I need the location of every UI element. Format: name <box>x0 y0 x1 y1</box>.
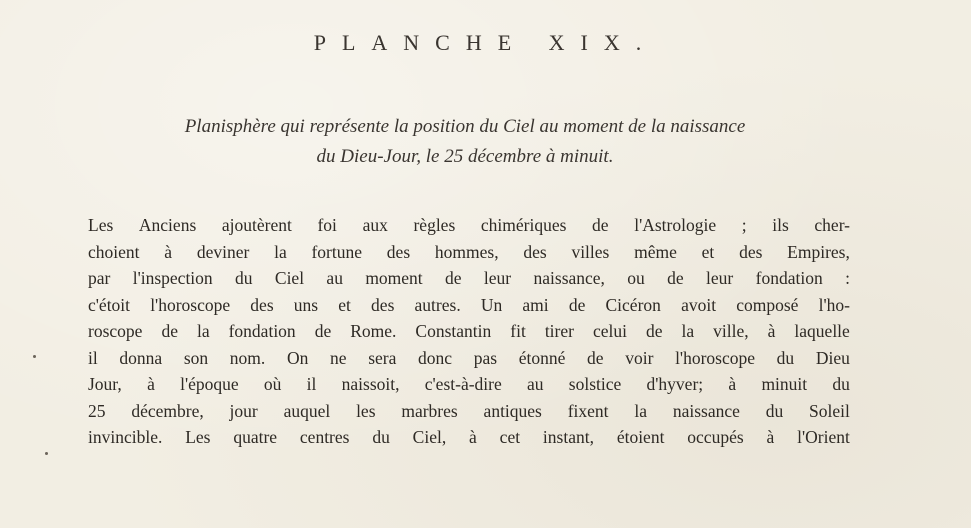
body-word: la <box>274 241 287 262</box>
body-word: l'Astrologie <box>634 215 717 235</box>
body-word: au <box>527 374 544 394</box>
body-word: villes <box>571 241 610 262</box>
body-word: tirer <box>544 321 574 341</box>
body-word: des <box>371 294 395 315</box>
body-word: moment <box>365 268 423 288</box>
body-word: de <box>445 268 462 288</box>
body-word: minuit <box>761 374 808 394</box>
body-word: de <box>568 294 586 315</box>
body-word: Dieu <box>815 347 850 368</box>
body-word: à <box>728 374 737 394</box>
body-word: étonné <box>518 347 566 368</box>
body-word: fondation <box>755 268 823 288</box>
body-word: occupés <box>687 427 744 447</box>
body-line <box>88 345 850 372</box>
body-word: Les <box>185 427 211 447</box>
body-word: où <box>263 374 282 394</box>
body-word: fondation <box>228 321 296 341</box>
body-word: Empires, <box>787 241 850 262</box>
body-word: l'époque <box>180 374 239 394</box>
body-word: ou <box>627 268 645 288</box>
margin-mark <box>45 452 48 455</box>
body-word: au <box>326 268 343 288</box>
body-word: même <box>634 241 677 262</box>
body-word: des <box>739 241 763 262</box>
body-word: d'hyver; <box>646 374 704 394</box>
body-word: il <box>306 374 317 394</box>
subtitle-line-2: du Dieu-Jour, le 25 décembre à minuit. <box>316 146 614 167</box>
body-word: donc <box>418 347 453 368</box>
body-word: Jour, <box>88 374 122 394</box>
body-word: Soleil <box>809 400 850 421</box>
body-word: Ciel, <box>412 427 447 447</box>
body-line <box>88 424 850 451</box>
body-word: son <box>183 347 209 368</box>
body-word: ; <box>741 215 747 235</box>
body-word: à <box>147 374 155 394</box>
body-word: l'inspection <box>132 268 213 288</box>
body-word: foi <box>317 215 337 235</box>
body-line <box>88 239 850 266</box>
body-word: du <box>235 268 253 288</box>
body-word: naissoit, <box>341 374 400 394</box>
body-word: de <box>667 268 684 288</box>
body-word: ville, <box>713 321 749 341</box>
body-word: fixent <box>567 400 609 421</box>
body-word: à <box>767 321 776 341</box>
body-line <box>88 371 850 398</box>
body-word: Les <box>88 215 114 235</box>
body-word: ils <box>772 215 789 235</box>
body-word: avoit <box>681 294 717 315</box>
body-word: nom. <box>229 347 266 368</box>
body-line <box>88 292 850 319</box>
body-word: marbres <box>401 400 458 421</box>
plate-heading: PLANCHE XIX. <box>313 30 658 55</box>
body-word: donna <box>119 347 163 368</box>
body-word: c'est-à-dire <box>424 374 502 394</box>
body-word: c'étoit <box>88 294 131 315</box>
body-word: et <box>338 294 351 315</box>
body-word: du <box>776 347 795 368</box>
body-word: 25 <box>88 400 106 421</box>
body-word: du <box>832 374 850 394</box>
body-word: de <box>645 321 663 341</box>
body-word: celui <box>592 321 627 341</box>
body-word: ajoutèrent <box>221 215 292 235</box>
body-word: hommes, <box>434 241 499 262</box>
body-word: de <box>592 215 609 235</box>
body-word: des <box>250 294 274 315</box>
body-word: à <box>164 241 173 262</box>
body-word: par <box>88 268 111 288</box>
body-word: auquel <box>283 400 331 421</box>
body-word: la <box>681 321 695 341</box>
body-word: naissance, <box>533 268 605 288</box>
body-line <box>88 398 850 425</box>
body-word: centres <box>299 427 350 447</box>
body-word: chimériques <box>480 215 567 235</box>
body-word: leur <box>706 268 734 288</box>
body-word: invincible. <box>88 427 163 447</box>
body-word: du <box>372 427 390 447</box>
body-word: de <box>314 321 332 341</box>
body-word: des <box>386 241 411 262</box>
body-word: autres. <box>414 294 461 315</box>
body-word: l'Orient <box>797 427 850 447</box>
body-word: composé <box>736 294 799 315</box>
body-word: cher- <box>814 215 850 235</box>
body-word: antiques <box>483 400 542 421</box>
body-word: la <box>196 321 210 341</box>
body-word: du <box>765 400 784 421</box>
body-word: jour <box>229 400 258 421</box>
margin-mark <box>33 355 36 358</box>
body-word: Cicéron <box>605 294 661 315</box>
body-word: Ciel <box>274 268 305 288</box>
body-word: ami <box>522 294 549 315</box>
body-word: naissance <box>672 400 740 421</box>
body-word: étoient <box>616 427 665 447</box>
body-word: l'ho- <box>818 294 850 315</box>
body-word: On <box>286 347 309 368</box>
body-word: uns <box>293 294 319 315</box>
body-word: règles <box>413 215 456 235</box>
body-word: Anciens <box>138 215 197 235</box>
subtitle-line-1: Planisphère qui représente la position du Ciel au moment de la naissance <box>184 116 746 137</box>
body-word: Un <box>480 294 503 315</box>
body-word: et <box>701 241 715 262</box>
body-word: instant, <box>542 427 594 447</box>
body-paragraph <box>88 212 850 451</box>
body-word: des <box>523 241 547 262</box>
body-word: deviner <box>196 241 250 262</box>
body-word: à <box>766 427 775 447</box>
body-word: l'horoscope <box>675 347 756 368</box>
body-word: aux <box>362 215 388 235</box>
plate-subtitle <box>40 112 890 172</box>
body-word: Constantin <box>415 321 492 341</box>
body-word: décembre, <box>131 400 204 421</box>
body-line <box>88 212 850 239</box>
body-word: l'horoscope <box>150 294 231 315</box>
body-word: de <box>161 321 178 341</box>
body-word: pas <box>473 347 498 368</box>
body-word: ne <box>330 347 347 368</box>
body-word: choient <box>88 241 140 262</box>
body-word: leur <box>483 268 512 288</box>
body-word: sera <box>368 347 397 368</box>
body-word: à <box>469 427 477 447</box>
body-word: solstice <box>568 374 622 394</box>
body-word: de <box>587 347 604 368</box>
body-word: Rome. <box>350 321 397 341</box>
body-word: cet <box>499 427 521 447</box>
body-line <box>88 265 850 292</box>
body-line <box>88 318 850 345</box>
body-word: laquelle <box>794 321 850 341</box>
body-word: il <box>88 347 98 368</box>
body-word: fit <box>510 321 526 341</box>
body-word: les <box>356 400 376 421</box>
body-word: quatre <box>233 427 278 447</box>
body-word: voir <box>625 347 654 368</box>
body-word: roscope <box>88 321 143 341</box>
body-word: fortune <box>311 241 363 262</box>
body-word: : <box>845 268 850 288</box>
body-word: la <box>634 400 647 421</box>
